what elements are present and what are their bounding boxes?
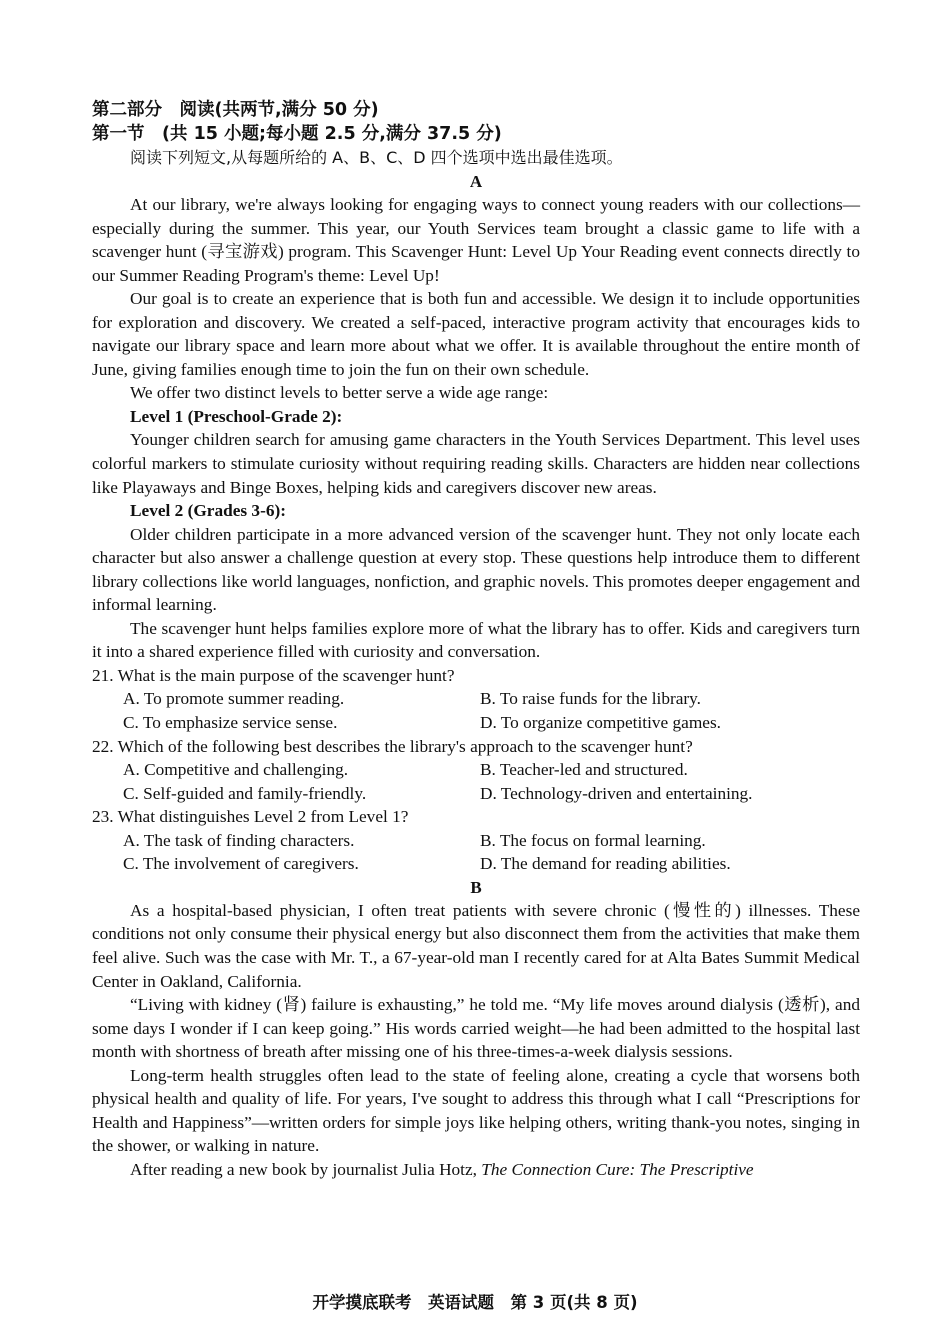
- level2-text: Older children participate in a more advanced version of the scavenger hunt. They not only locate each character but also answer a challenge question at every stop. These questions help introduce them to different library collections like world languages, nonfiction, and graphic novels. This promotes deeper engagement and informal learning.: [92, 524, 860, 615]
- question-23: [92, 805, 860, 876]
- option-b: B. To raise funds for the library.: [480, 689, 701, 709]
- passage-a-label: A: [469, 172, 483, 191]
- page-footer: 开学摸底联考 英语试题 第 3 页(共 8 页): [312, 1293, 638, 1312]
- question-options: [92, 829, 860, 876]
- option-c: C. The involvement of caregivers.: [123, 854, 359, 874]
- passage-b-paragraph: As a hospital-based physician, I often treat patients with severe chronic (慢性的) illnesses. These conditions not only consume their physical energy but also disconnect them from the activities that make them feel alive. Such was the case with Mr. T., a 67-year-old man I recently cared for at Alta Bates Summit Medical Center in Oakland, California.: [92, 900, 860, 991]
- passage-a-paragraph: At our library, we're always looking for engaging ways to connect young readers with our collections—especially during the summer. This year, our Youth Services team brought a classic game to life with a scavenger hunt (寻宝游戏) program. This Scavenger Hunt: Level Up Your Reading event connects directly to our Summer Reading Program's theme: Level Up!: [92, 195, 860, 285]
- option-d: D. Technology-driven and entertaining.: [480, 783, 753, 803]
- part-title: 第二部分 阅读(共两节,满分 50 分): [92, 100, 379, 120]
- option-b: B. The focus on formal learning.: [480, 830, 706, 850]
- passage-b-paragraph: “Living with kidney (肾) failure is exhausting,” he told me. “My life moves around dialysis (透析), and some days I wonder if I can keep going.” His words carried weight—he had been admitted to the hospital last month with shortness of breath after missing one of his three-times-a-week dialysis sessions.: [92, 995, 860, 1062]
- question-options: [92, 687, 860, 734]
- passage-a-closing: The scavenger hunt helps families explore more of what the library has to offer. Kids and caregivers turn it into a shared experience filled with curiosity and conversation.: [92, 618, 860, 662]
- option-d: D. To organize competitive games.: [480, 713, 721, 733]
- exam-page: [92, 98, 860, 1181]
- option-a: A. Competitive and challenging.: [123, 760, 349, 780]
- book-title: The Connection Cure: The Prescriptive: [481, 1159, 754, 1179]
- passage-b-last-paragraph: [92, 1158, 860, 1182]
- passage-a-paragraph: Our goal is to create an experience that is both fun and accessible. We design it to include opportunities for exploration and discovery. We created a self-paced, interactive program activity that encourages kids to navigate our library space and learn more about what we offer. It is available throughout the entire month of June, giving families enough time to join the fun on their own schedule.: [92, 289, 860, 379]
- question-stem: 22. Which of the following best describes the library's approach to the scavenger hunt?: [92, 736, 693, 756]
- question-stem: 23. What distinguishes Level 2 from Level 1?: [92, 807, 409, 827]
- question-options: [92, 758, 860, 805]
- option-a: A. The task of finding characters.: [123, 830, 355, 850]
- level1-text: Younger children search for amusing game characters in the Youth Services Department. This level uses colorful markers to stimulate curiosity without requiring reading skills. Characters are hidden near collections like Playaways and Binge Boxes, helping kids and caregivers discover new areas.: [92, 430, 860, 497]
- question-22: [92, 735, 860, 806]
- question-stem: 21. What is the main purpose of the scavenger hunt?: [92, 665, 455, 685]
- instruction: 阅读下列短文,从每题所给的 A、B、C、D 四个选项中选出最佳选项。: [130, 148, 623, 167]
- level2-heading: Level 2 (Grades 3-6):: [130, 501, 286, 521]
- passage-a-paragraph: We offer two distinct levels to better serve a wide age range:: [130, 383, 549, 403]
- option-b: B. Teacher-led and structured.: [480, 760, 688, 780]
- level1-heading: Level 1 (Preschool-Grade 2):: [130, 406, 343, 426]
- section-title: 第一节 (共 15 小题;每小题 2.5 分,满分 37.5 分): [92, 124, 502, 144]
- question-21: [92, 664, 860, 735]
- last-para-lead: After reading a new book by journalist Julia Hotz,: [130, 1159, 482, 1179]
- passage-b-paragraph: Long-term health struggles often lead to the state of feeling alone, creating a cycle that worsens both physical health and quality of life. For years, I've sought to address this through what I call “Prescriptions for Health and Happiness”—written orders for simple joys like helping others, writing thank-you notes, singing in the shower, or walking in nature.: [92, 1065, 860, 1156]
- option-c: C. Self-guided and family-friendly.: [123, 783, 367, 803]
- option-c: C. To emphasize service sense.: [123, 713, 338, 733]
- option-a: A. To promote summer reading.: [123, 689, 345, 709]
- option-d: D. The demand for reading abilities.: [480, 854, 731, 874]
- passage-b-label: B: [470, 877, 482, 897]
